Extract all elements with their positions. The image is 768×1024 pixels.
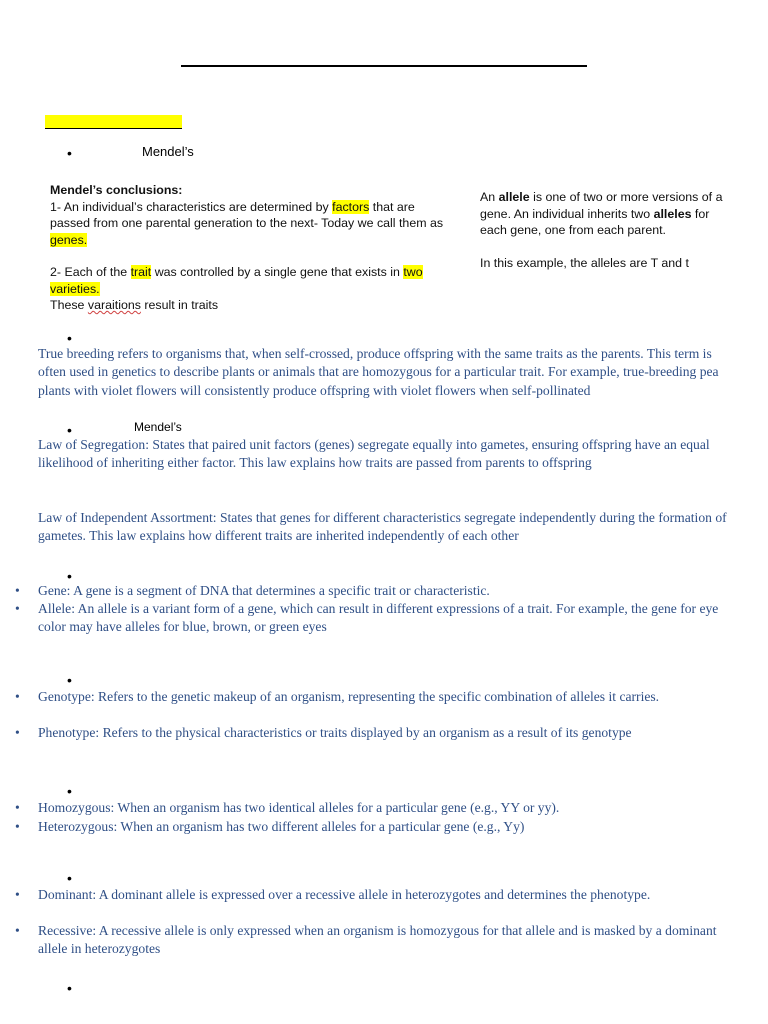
- mendel-conclusions-image: [50, 182, 450, 314]
- mendel-label-1: Mendel’s: [142, 144, 194, 159]
- bullet-7: •: [67, 870, 72, 886]
- term-phenotype: • Phenotype: Refers to the physical characteristics or traits displayed by an organism as a result of its genotype: [15, 725, 632, 740]
- allele-example: In this example, the alleles are T and t: [480, 255, 689, 270]
- conclusion-3: These varaitions result in traits: [50, 298, 219, 312]
- term-genotype: • Genotype: Refers to the genetic makeup of an organism, representing the specific combination of alleles it carries.: [15, 689, 660, 704]
- bullet-4: •: [67, 568, 72, 584]
- bullet-3: •: [67, 422, 72, 438]
- allele-definition: An allele is one of two or more versions of a gene. An individual inherits two alleles for each gene, one from each parent.: [480, 190, 723, 237]
- term-allele: • Allele: An allele is a variant form of a gene, which can result in different expressions of a trait. For example, the gene for eye color may have alleles for blue, brown, or green eyes: [15, 601, 719, 635]
- term-recessive: • Recessive: A recessive allele is only expressed when an organism is homozygous for that allele and is masked by a dominant allele in heterozygotes: [15, 923, 717, 957]
- highlighted-blank-underline: [45, 128, 182, 129]
- term-homozygous: • Homozygous: When an organism has two identical alleles for a particular gene (e.g., YY or yy).: [15, 800, 560, 815]
- true-breeding-paragraph: True breeding refers to organisms that, when self-crossed, produce offspring with the same traits as the parents. This term is often used in genetics to describe plants or animals that are homozygous for a particular trait. For example, true-breeding pea plants with violet flowers will consistently produce offspring with violet flowers when self-pollinated: [38, 346, 719, 398]
- highlighted-blank: [45, 115, 182, 129]
- conclusion-1: 1- An individual’s characteristics are determined by factors that are passed from one parental generation to the next- Today we call them as genes.: [50, 199, 444, 247]
- term-gene: • Gene: A gene is a segment of DNA that determines a specific trait or characteristic.: [15, 583, 490, 598]
- bullet-6: •: [67, 783, 72, 799]
- bullet-2: •: [67, 330, 72, 346]
- term-dominant: • Dominant: A dominant allele is expressed over a recessive allele in heterozygotes and determines the phenotype.: [15, 887, 651, 902]
- bullet-1: •: [67, 145, 72, 161]
- title-rule: [181, 65, 587, 67]
- conclusions-title: Mendel’s conclusions:: [50, 183, 183, 197]
- term-heterozygous: • Heterozygous: When an organism has two different alleles for a particular gene (e.g., Yy): [15, 819, 525, 834]
- allele-definition-image: [480, 189, 730, 271]
- bullet-5: •: [67, 672, 72, 688]
- bullet-8: •: [67, 980, 72, 996]
- law-of-independent-assortment: Law of Independent Assortment: States that genes for different characteristics segregate independently during the formation of gametes. This law explains how different traits are inherited independently of each other: [38, 510, 727, 544]
- conclusion-2: 2- Each of the trait was controlled by a single gene that exists in two varieties.: [50, 265, 423, 296]
- law-of-segregation: Law of Segregation: States that paired unit factors (genes) segregate equally into gametes, ensuring offspring have an equal likelihood of inheriting either factor. This law explains how traits are passed from parents to offspring: [38, 437, 710, 471]
- mendel-label-2: Mendel’s: [134, 420, 182, 434]
